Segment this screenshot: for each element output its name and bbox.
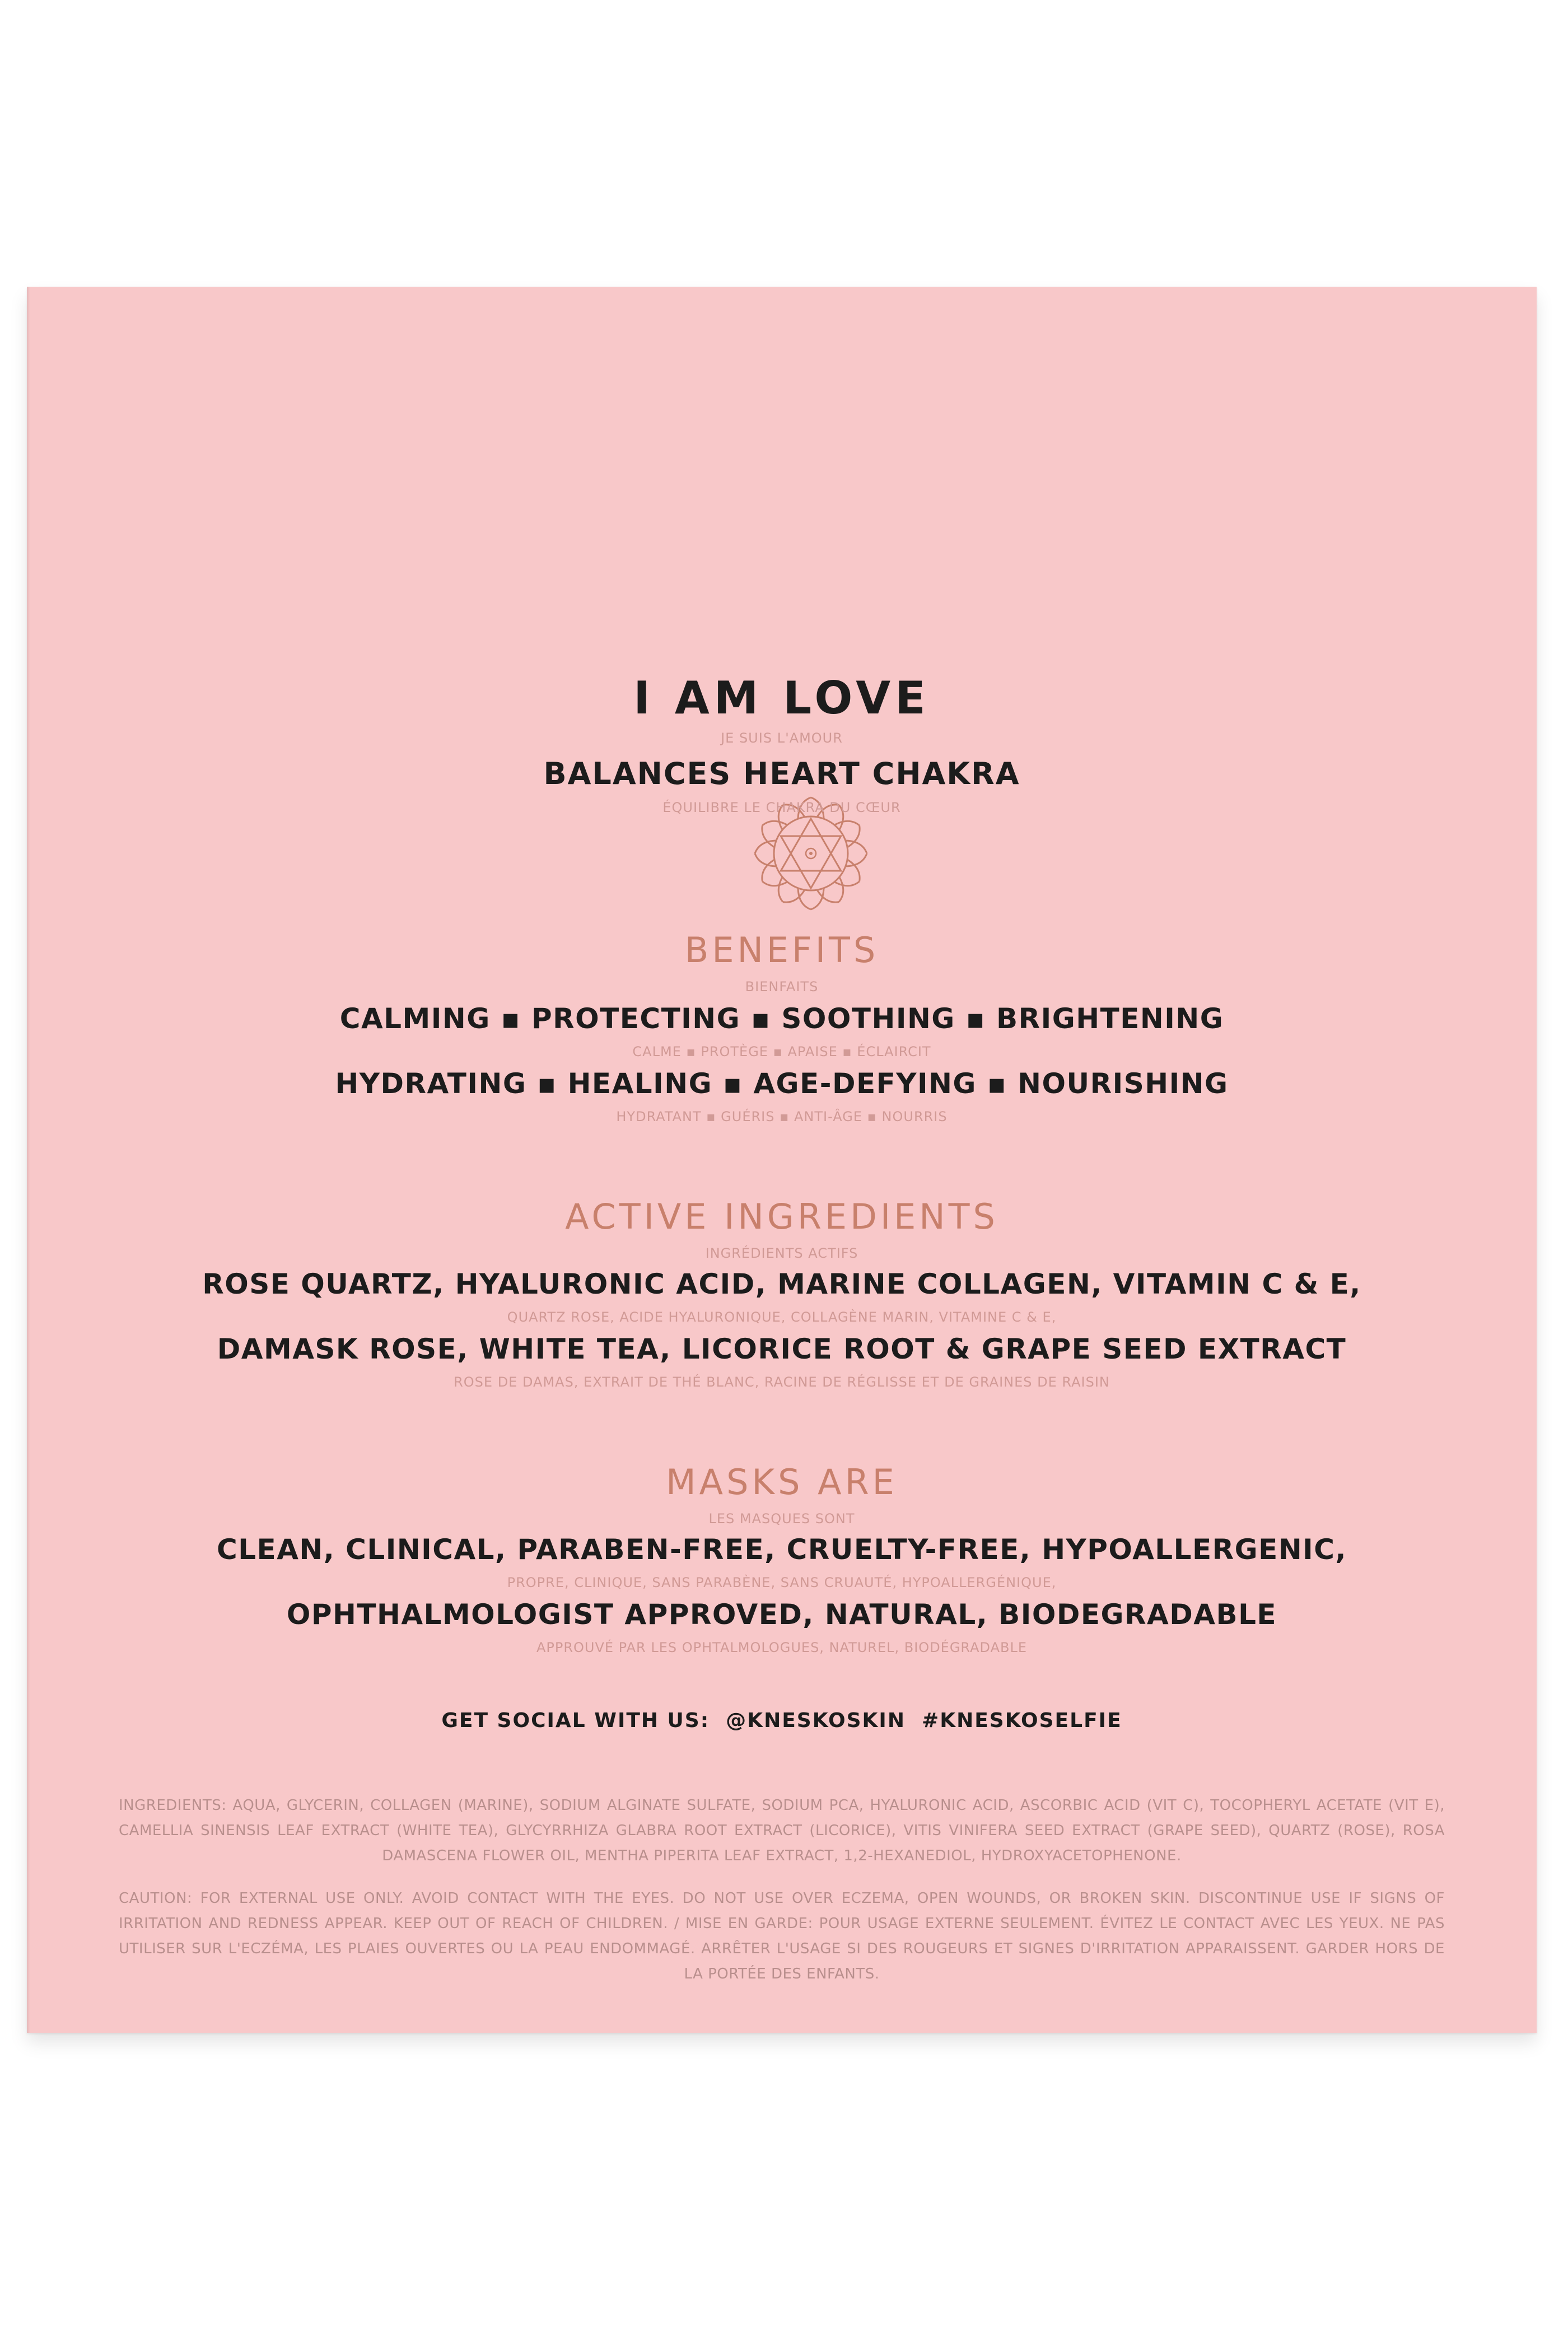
masks-are-heading-french: LES MASQUES SONT — [708, 1511, 855, 1527]
active-ingredients-line-2-french: ROSE DE DAMAS, EXTRAIT DE THÉ BLANC, RACINE DE RÉGLISSE ET DE GRAINES DE RAISIN — [454, 1374, 1110, 1390]
masks-are-line-1: CLEAN, CLINICAL, PARABEN-FREE, CRUELTY-FREE, HYPOALLERGENIC, — [217, 1533, 1347, 1566]
product-box-back — [27, 287, 1537, 2033]
active-ingredients-line-1-french: QUARTZ ROSE, ACIDE HYALURONIQUE, COLLAGÈNE MARIN, VITAMINE C & E, — [507, 1309, 1057, 1325]
benefits-heading-french: BIENFAITS — [745, 979, 819, 995]
active-ingredients-heading: ACTIVE INGREDIENTS — [565, 1196, 998, 1237]
ingredients-list: INGREDIENTS: AQUA, GLYCERIN, COLLAGEN (MARINE), SODIUM ALGINATE SULFATE, SODIUM PCA, HYALURONIC ACID, ASCORBIC ACID (VIT C), TOCOPHERYL ACETATE (VIT E), CAMELLIA SINENSIS LEAF EXTRACT (WHITE TEA), GLYCYRRHIZA GLABRA ROOT EXTRACT (LICORICE), VITIS VINIFERA SEED EXTRACT (GRAPE SEED), QUARTZ (ROSE), ROSA DAMASCENA FLOWER OIL, MENTHA PIPERITA LEAF EXTRACT, 1,2-HEXANEDIOL, HYDROXYACETOPHENONE. — [119, 1797, 1445, 1864]
masks-are-line-2-french: APPROUVÉ PAR LES OPHTALMOLOGUES, NATUREL, BIODÉGRADABLE — [536, 1640, 1028, 1655]
masks-are-heading: MASKS ARE — [666, 1462, 898, 1502]
benefits-line-1-french: CALME ▪ PROTÈGE ▪ APAISE ▪ ÉCLAIRCIT — [632, 1044, 931, 1060]
masks-are-line-2: OPHTHALMOLOGIST APPROVED, NATURAL, BIODEGRADABLE — [286, 1598, 1277, 1631]
masks-are-line-1-french: PROPRE, CLINIQUE, SANS PARABÈNE, SANS CRUAUTÉ, HYPOALLERGÉNIQUE, — [507, 1575, 1057, 1590]
product-subtitle: BALANCES HEART CHAKRA — [543, 756, 1020, 791]
product-subtitle-french: ÉQUILIBRE LE CHAKRA DU CŒUR — [662, 800, 901, 815]
benefits-line-2-french: HYDRATANT ▪ GUÉRIS ▪ ANTI-ÂGE ▪ NOURRIS — [616, 1109, 948, 1124]
active-ingredients-line-1: ROSE QUARTZ, HYALURONIC ACID, MARINE COLLAGEN, VITAMIN C & E, — [202, 1268, 1361, 1300]
product-title-french: JE SUIS L'AMOUR — [721, 730, 843, 746]
benefits-line-2: HYDRATING ▪ HEALING ▪ AGE-DEFYING ▪ NOURISHING — [335, 1067, 1229, 1100]
social-handles: GET SOCIAL WITH US: @KNESKOSKIN #KNESKOSELFIE — [441, 1709, 1122, 1732]
benefits-line-1: CALMING ▪ PROTECTING ▪ SOOTHING ▪ BRIGHTENING — [339, 1002, 1224, 1035]
benefits-heading: BENEFITS — [684, 930, 879, 970]
product-title: I AM LOVE — [633, 672, 930, 724]
caution-text: CAUTION: FOR EXTERNAL USE ONLY. AVOID CONTACT WITH THE EYES. DO NOT USE OVER ECZEMA, OPEN WOUNDS, OR BROKEN SKIN. DISCONTINUE USE IF SIGNS OF IRRITATION AND REDNESS APPEAR. KEEP OUT OF REACH OF CHILDREN. / MISE EN GARDE: POUR USAGE EXTERNE SEULEMENT. ÉVITEZ LE CONTACT AVEC LES YEUX. NE PAS UTILISER SUR L'ECZÉMA, LES PLAIES OUVERTES OU LA PEAU ENDOMMAGÉ. ARRÊTER L'USAGE SI DES ROUGEURS ET SIGNES D'IRRITATION APPARAISSENT. GARDER HORS DE LA PORTÉE DES ENFANTS. — [119, 1890, 1445, 1982]
active-ingredients-heading-french: INGRÉDIENTS ACTIFS — [705, 1245, 858, 1261]
active-ingredients-line-2: DAMASK ROSE, WHITE TEA, LICORICE ROOT & GRAPE SEED EXTRACT — [217, 1333, 1347, 1365]
